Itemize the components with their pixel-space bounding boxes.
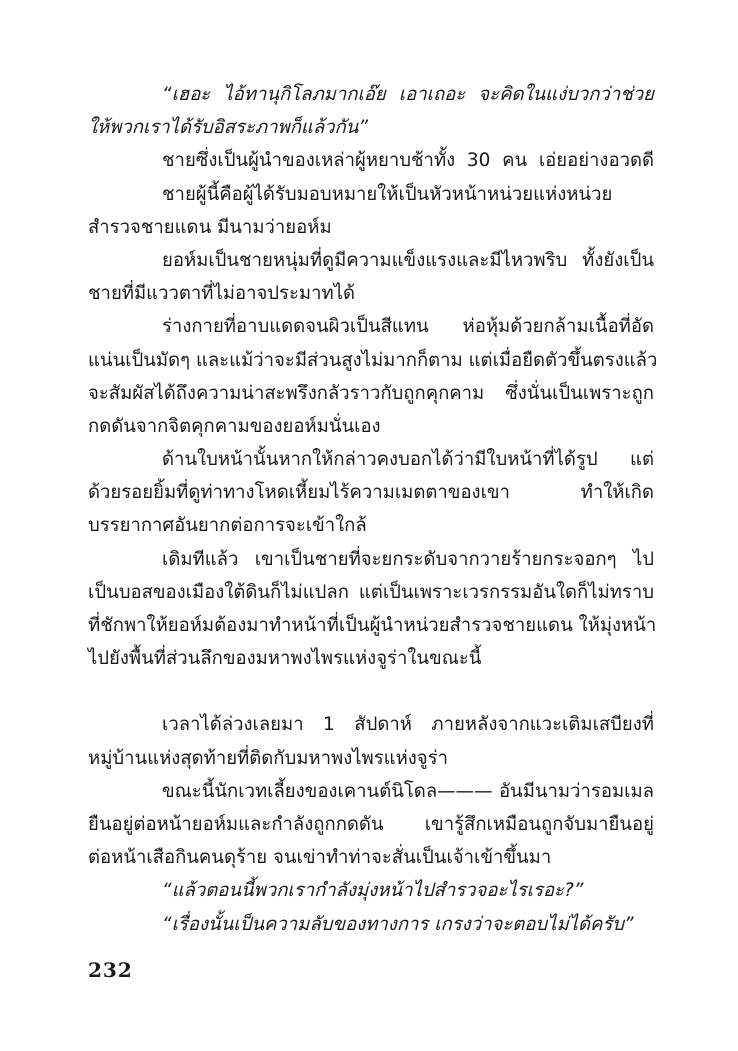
text-line: สำรวจชายแดน มีนามว่ายอห์ม — [88, 216, 332, 238]
text-line: ชายที่มีแววตาที่ไม่อาจประมาทได้ — [88, 283, 356, 305]
text-line: ชายผู้นี้คือผู้ได้รับมอบหมายให้เป็นหัวหน้าหน่วยแห่งหน่วย — [162, 183, 613, 205]
text-line: จะสัมผัสได้ถึงความน่าสะพรึงกลัวราวกับถูกคุกคาม ซึ่งนั่นเป็นเพราะถูก — [88, 382, 654, 404]
text-line: กดดันจากจิตคุกคามของยอห์มนั่นเอง — [88, 415, 381, 437]
text-line: เดิมทีแล้ว เขาเป็นชายที่จะยกระดับจากวายร้ายกระจอกๆ ไป — [162, 548, 654, 570]
text-line: ที่ชักพาให้ยอห์มต้องมาทำหน้าที่เป็นผู้นำหน่วยสำรวจชายแดน ให้มุ่งหน้า — [88, 615, 657, 636]
text-line: ให้พวกเราได้รับอิสระภาพก็แล้วกัน” — [88, 117, 368, 139]
text-line: “เรื่องนั้นเป็นความลับของทางการ เกรงว่าจะตอบไม่ได้ครับ” — [162, 913, 634, 935]
paragraph-gap — [88, 675, 654, 708]
text-line: ชายซึ่งเป็นผู้นำของเหล่าผู้หยาบช้าทั้ง 30 คน เอ่ยอย่างอวดดี — [162, 150, 654, 172]
text-line: หมู่บ้านแห่งสุดท้ายที่ติดกับมหาพงไพรแห่งจูร่า — [88, 747, 448, 769]
text-line: ต่อหน้าเสือกินคนดุร้าย จนเข่าทำท่าจะสั่นเป็นเจ้าเข้าขึ้นมา — [88, 847, 552, 869]
text-line: แน่นเป็นมัดๆ และแม้ว่าจะมีส่วนสูงไม่มากก็ตาม แต่เมื่อยืดตัวขึ้นตรงแล้ว — [88, 349, 658, 371]
text-line: บรรยากาศอันยากต่อการจะเข้าใกล้ — [88, 515, 367, 537]
text-line: “เฮอะ ไอ้ทานุกิโลภมากเอ๊ย เอาเถอะ จะคิดในแง่บวกว่าช่วย — [162, 84, 654, 105]
text-line: “แล้วตอนนี้พวกเรากำลังมุ่งหน้าไปสำรวจอะไรเรอะ?” — [162, 880, 584, 902]
text-line: เป็นบอสของเมืองใต้ดินก็ไม่แปลก แต่เป็นเพราะเวรกรรมอันใดก็ไม่ทราบ — [88, 581, 654, 603]
text-line: ด้านใบหน้านั้นหากให้กล่าวคงบอกได้ว่ามีใบหน้าที่ได้รูป แต่ — [162, 449, 654, 471]
text-line: ด้วยรอยยิ้มที่ดูท่าทางโหดเหี้ยมไร้ความเมตตาของเขา ทำให้เกิด — [88, 482, 654, 504]
text-line: ไปยังพื้นที่ส่วนลึกของมหาพงไพรแห่งจูร่าในขณะนี้ — [88, 648, 482, 670]
page-number: 232 — [88, 958, 133, 982]
text-line: ขณะนี้นักเวทเลี้ยงของเคานต์นิโดล——— อันมีนามว่ารอมเมล — [162, 780, 654, 802]
text-line: ยืนอยู่ต่อหน้ายอห์มและกำลังถูกกดดัน เขารู้สึกเหมือนถูกจับมายืนอยู่ — [88, 813, 654, 835]
text-line: ร่างกายที่อาบแดดจนผิวเป็นสีแทน ห่อหุ้มด้วยกล้ามเนื้อที่อัด — [162, 316, 654, 338]
text-line: เวลาได้ล่วงเลยมา 1 สัปดาห์ ภายหลังจากแวะเติมเสบียงที่ — [162, 714, 654, 736]
text-line: ยอห์มเป็นชายหนุ่มที่ดูมีความแข็งแรงและมีไหวพริบ ทั้งยังเป็น — [162, 249, 654, 271]
body-text — [88, 78, 658, 941]
